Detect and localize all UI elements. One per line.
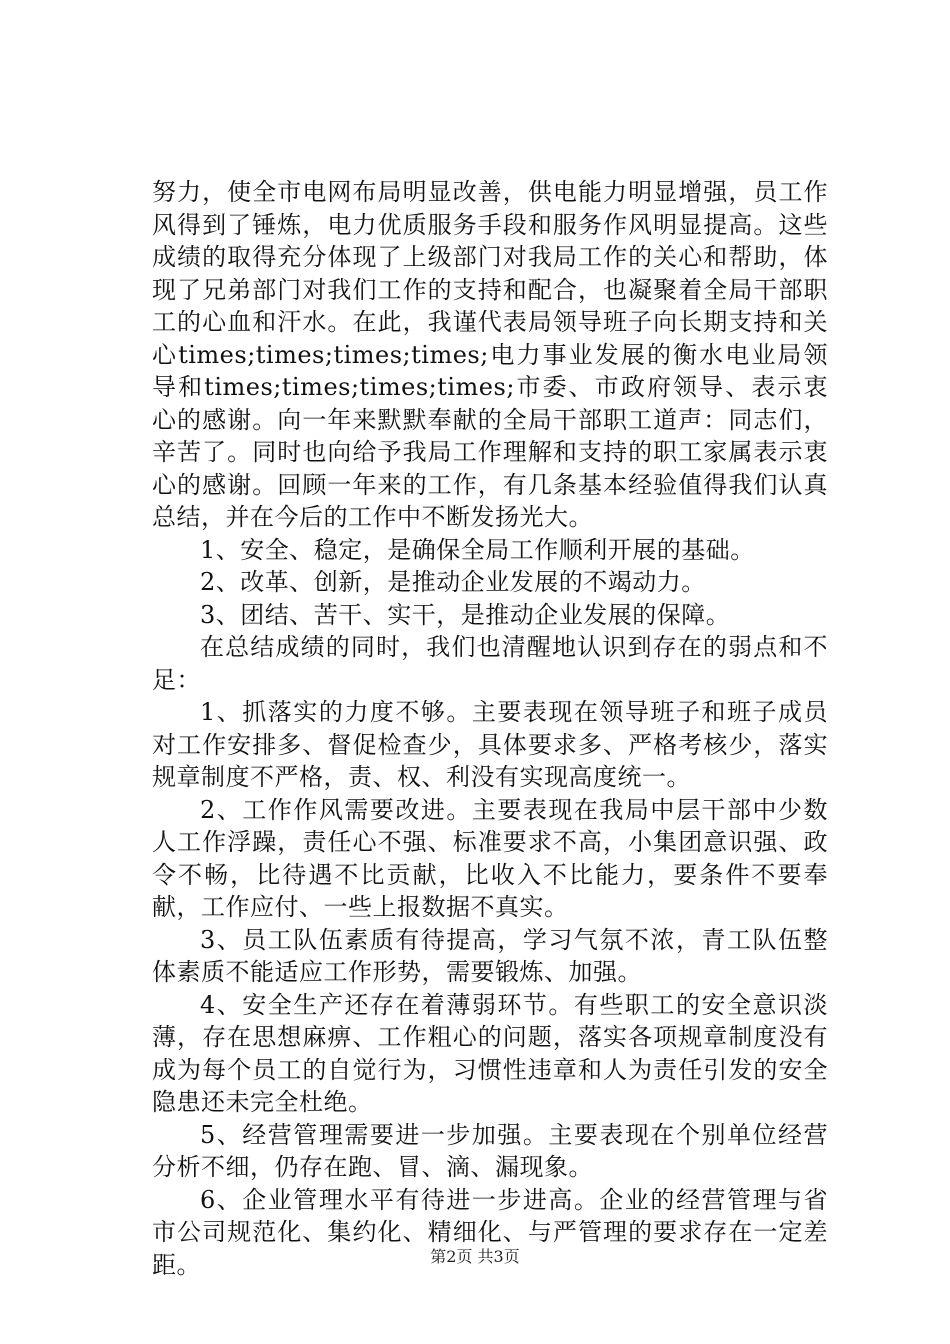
list-item-experience-3: 3、团结、苦干、实干，是推动企业发展的保障。: [200, 600, 731, 629]
list-item-shortcoming-5: 5、经营管理需要进一步加强。主要表现在个别单位经营分析不细，仍存在跑、冒、滴、漏现象。: [152, 1120, 828, 1181]
list-item-shortcoming-3: 3、员工队伍素质有待提高，学习气氛不浓，青工队伍整体素质不能适应工作形势，需要锻炼、加强。: [152, 925, 828, 986]
list-item-shortcoming-6: 6、企业管理水平有待进一步进高。企业的经营管理与省市公司规范化、集约化、精细化、与严管理的要求存在一定差距。: [152, 1185, 828, 1279]
list-item-experience-2: 2、改革、创新，是推动企业发展的不竭动力。: [200, 568, 706, 596]
list-item-shortcoming-4: 4、安全生产还存在着薄弱环节。有些职工的安全意识淡薄，存在思想麻痹、工作粗心的问题，落实各项规章制度没有成为每个员工的自觉行为，习惯性违章和人为责任引发的安全隐患还未完全杜绝。: [152, 990, 828, 1116]
paragraph-continuation: 努力，使全市电网布局明显改善，供电能力明显增强，员工作风得到了锤炼，电力优质服务手段和服务作风明显提高。这些成绩的取得充分体现了上级部门对我局工作的关心和帮助，体现了兄弟部门对我们工作的支持和配合，也凝聚着全局干部职工的心血和汗水。在此，我谨代表局领导班子向长期支持和关心times;times;times;times;电力事业发展的衡水电业局领导和times;times;times;times;市委、市政府领导、表示衷心的感谢。向一年来默默奉献的全局干部职工道声：同志们，辛苦了。同时也向给予我局工作理解和支持的职工家属表示衷心的感谢。回顾一年来的工作，有几条基本经验值得我们认真总结，并在今后的工作中不断发扬光大。: [152, 178, 828, 531]
paragraph-shortcomings-intro: 在总结成绩的同时，我们也清醒地认识到存在的弱点和不足：: [152, 633, 828, 694]
page-number-footer: 第2页 共3页: [430, 1247, 520, 1266]
list-item-shortcoming-2: 2、工作作风需要改进。主要表现在我局中层干部中少数人工作浮躁，责任心不强、标准要求不高，小集团意识强、政令不畅，比待遇不比贡献，比收入不比能力，要条件不要奉献，工作应付、一些上报数据不真实。: [152, 795, 828, 921]
list-item-experience-1: 1、安全、稳定，是确保全局工作顺利开展的基础。: [200, 535, 755, 564]
document-body: [152, 176, 828, 1281]
list-item-shortcoming-1: 1、抓落实的力度不够。主要表现在领导班子和班子成员对工作安排多、督促检查少，具体要求多、严格考核少，落实规章制度不严格，责、权、利没有实现高度统一。: [152, 698, 828, 791]
